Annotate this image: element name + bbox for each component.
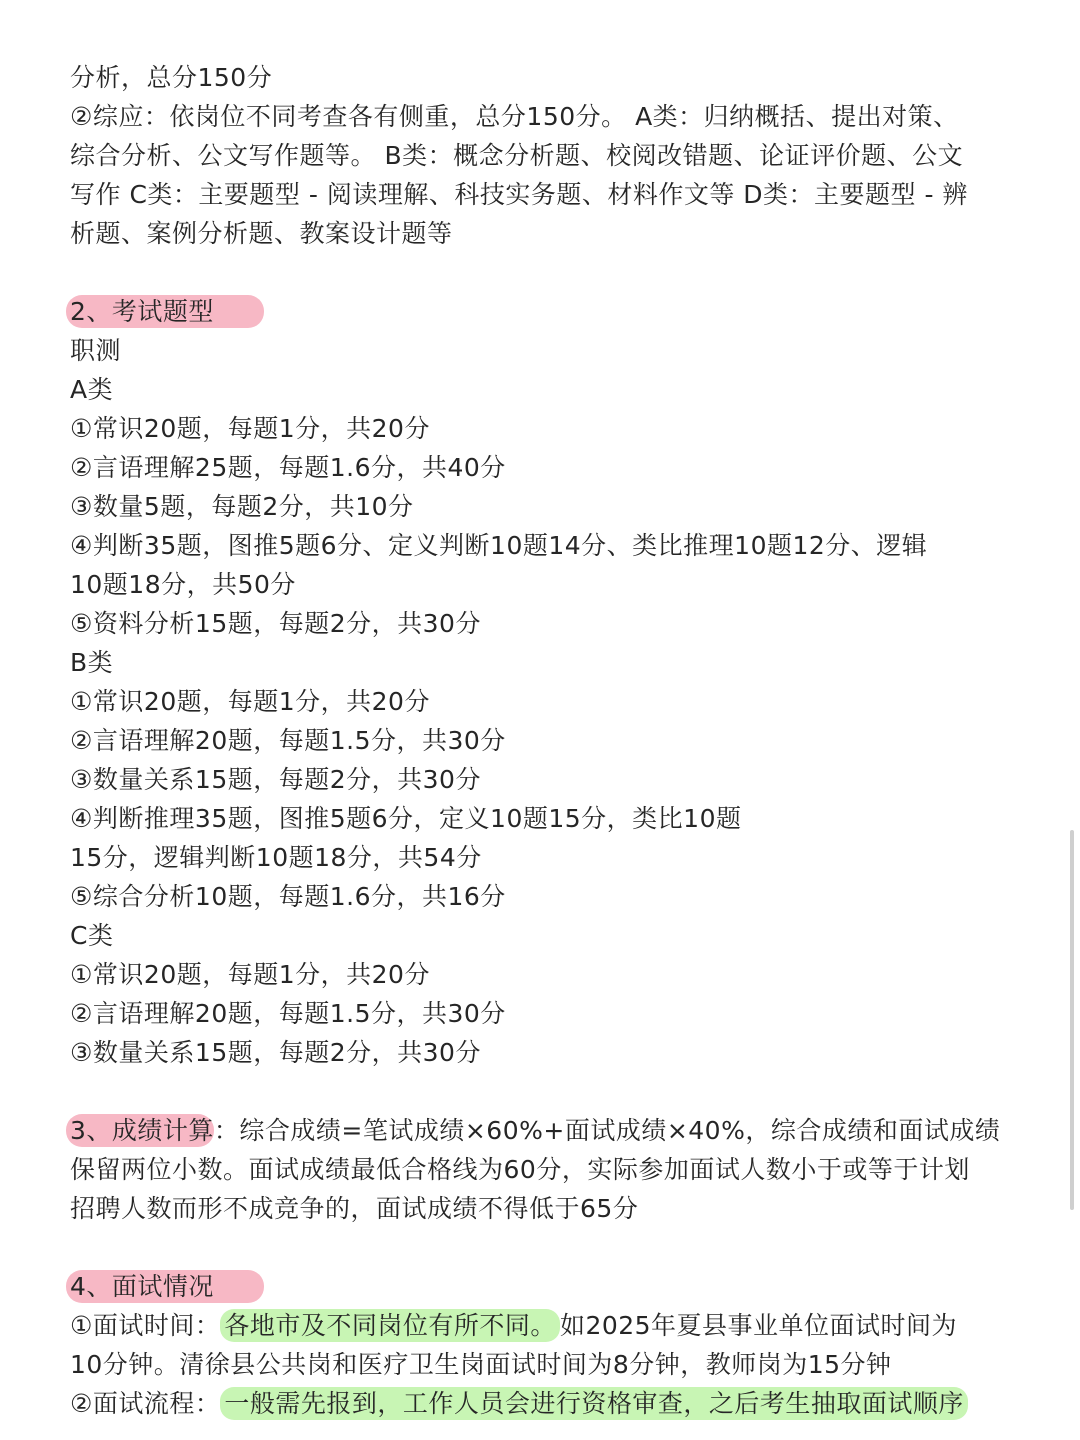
list-item: ②言语理解20题，每题1.5分，共30分 bbox=[70, 726, 506, 755]
spacer bbox=[70, 1228, 1020, 1267]
subject-label: 职测 bbox=[70, 336, 122, 365]
text-line: 招聘人数而形不成竞争的，面试成绩不得低于65分 bbox=[70, 1194, 639, 1223]
list-item: ④判断推理35题，图推5题6分，定义10题15分，类比10题 bbox=[70, 804, 742, 833]
interview-flow-label: ②面试流程： bbox=[70, 1389, 221, 1418]
text-line: 保留两位小数。面试成绩最低合格线为60分，实际参加面试人数小于或等于计划 bbox=[70, 1155, 970, 1184]
heading-highlight: 2、考试题型 bbox=[66, 295, 264, 328]
green-highlight: 一般需先报到，工作人员会进行资格审查，之后考生抽取面试顺序 bbox=[220, 1387, 968, 1420]
list-item: ②言语理解20题，每题1.5分，共30分 bbox=[70, 999, 506, 1028]
list-item: ②言语理解25题，每题1.6分，共40分 bbox=[70, 453, 506, 482]
list-item: ⑤综合分析10题，每题1.6分，共16分 bbox=[70, 882, 506, 911]
score-line bbox=[70, 1111, 1020, 1150]
list-item: ③数量5题，每题2分，共10分 bbox=[70, 492, 414, 521]
section-heading bbox=[70, 1267, 1020, 1306]
section-score-calc bbox=[70, 1111, 1020, 1228]
list-item: ①常识20题，每题1分，共20分 bbox=[70, 687, 430, 716]
section-heading bbox=[70, 292, 1020, 331]
category-label: A类 bbox=[70, 375, 114, 404]
text-line: 综合分析、公文写作题等。 B类：概念分析题、校阅改错题、论证评价题、公文 bbox=[70, 141, 964, 170]
document-body bbox=[70, 58, 1020, 1423]
text-line: 分析，总分150分 bbox=[70, 63, 273, 92]
spacer bbox=[70, 253, 1020, 292]
section-interview bbox=[70, 1267, 1020, 1423]
category-label: B类 bbox=[70, 648, 114, 677]
list-item: ⑤资料分析15题，每题2分，共30分 bbox=[70, 609, 481, 638]
list-item: ③数量关系15题，每题2分，共30分 bbox=[70, 765, 481, 794]
list-item: ①常识20题，每题1分，共20分 bbox=[70, 960, 430, 989]
green-highlight: 各地市及不同岗位有所不同。 bbox=[220, 1309, 560, 1342]
list-item: 15分，逻辑判断10题18分，共54分 bbox=[70, 843, 482, 872]
text-line: 10分钟。清徐县公共岗和医疗卫生岗面试时间为8分钟，教师岗为15分钟 bbox=[70, 1350, 892, 1379]
list-item: ③数量关系15题，每题2分，共30分 bbox=[70, 1038, 481, 1067]
list-item: 10题18分，共50分 bbox=[70, 570, 296, 599]
heading-highlight: 3、成绩计算 bbox=[66, 1114, 214, 1147]
text-line: 写作 C类：主要题型 - 阅读理解、科技实务题、材料作文等 D类：主要题型 - 辨 bbox=[70, 180, 968, 209]
interview-time-text: 如2025年夏县事业单位面试时间为 bbox=[559, 1311, 958, 1340]
text-line: 析题、案例分析题、教案设计题等 bbox=[70, 219, 453, 248]
interview-time-line bbox=[70, 1306, 1020, 1345]
heading-highlight: 4、面试情况 bbox=[66, 1270, 264, 1303]
text-line: ②综应：依岗位不同考查各有侧重，总分150分。 A类：归纳概括、提出对策、 bbox=[70, 102, 959, 131]
score-formula: ：综合成绩=笔试成绩×60%+面试成绩×40%，综合成绩和面试成绩 bbox=[213, 1116, 1001, 1145]
list-item: ①常识20题，每题1分，共20分 bbox=[70, 414, 430, 443]
interview-time-label: ①面试时间： bbox=[70, 1311, 221, 1340]
list-item: ④判断35题，图推5题6分、定义判断10题14分、类比推理10题12分、逻辑 bbox=[70, 531, 928, 560]
category-label: C类 bbox=[70, 921, 114, 950]
interview-flow-line bbox=[70, 1384, 1020, 1423]
scrollbar[interactable] bbox=[1070, 830, 1074, 1210]
spacer bbox=[70, 1072, 1020, 1111]
intro-block bbox=[70, 58, 1020, 253]
section-exam-types bbox=[70, 292, 1020, 1072]
